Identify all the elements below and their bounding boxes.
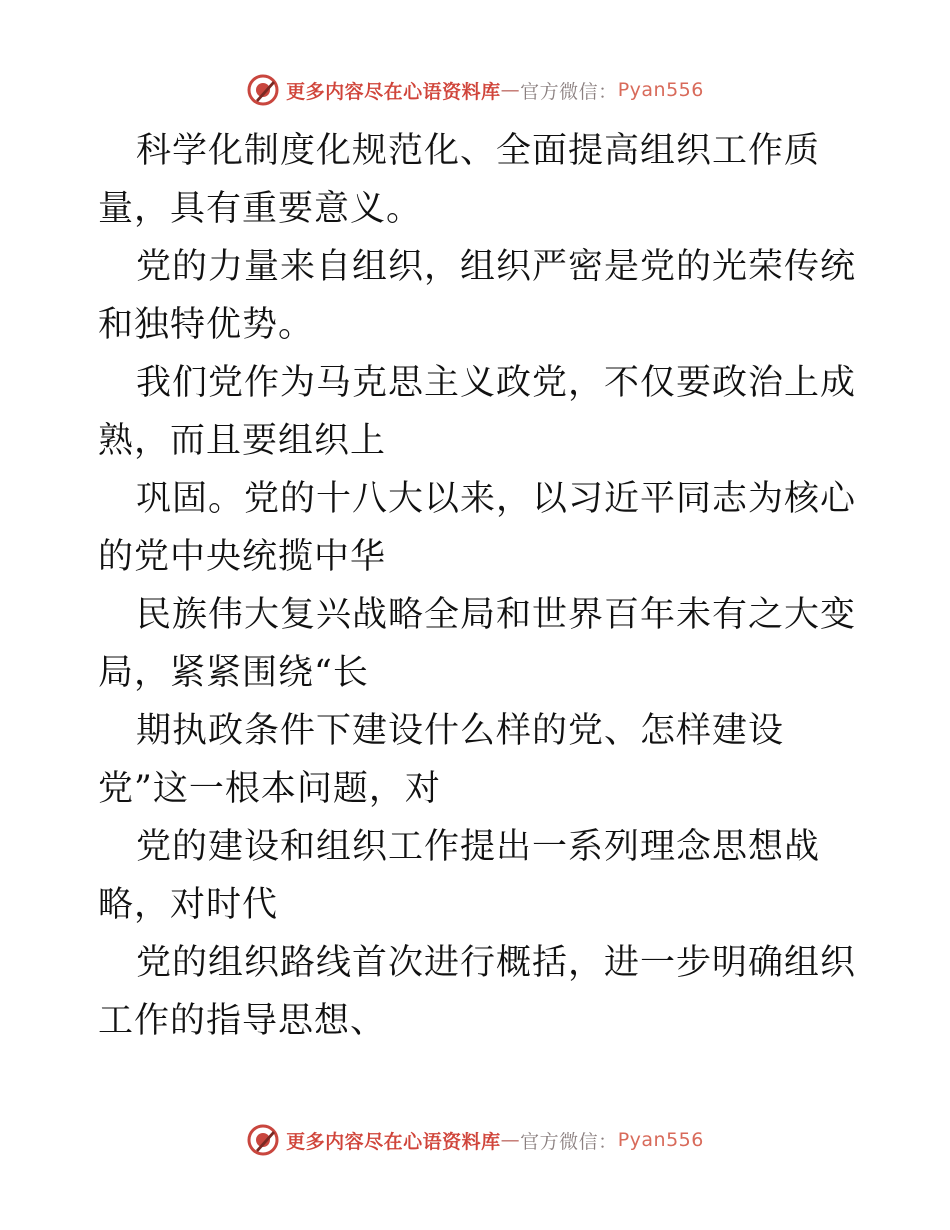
- banner-official-label: 官方微信：: [520, 1130, 618, 1153]
- paragraph-4: 巩固。党的十八大以来，以习近平同志为核心的党中央统揽中华: [98, 479, 857, 577]
- banner-wechat-id: Pyan556: [617, 1129, 704, 1151]
- paragraph-8: 党的组织路线首次进行概括，进一步明确组织工作的指导思想、: [98, 943, 857, 1041]
- paragraph-7: 党的建设和组织工作提出一系列理念思想战略，对时代: [98, 827, 821, 925]
- banner-dash: —: [500, 1129, 521, 1151]
- paragraph-2: 党的力量来自组织，组织严密是党的光荣传统和独特优势。: [98, 247, 857, 345]
- banner-brand: 更多内容尽在心语资料库: [286, 1130, 501, 1153]
- banner-dash: —: [500, 79, 521, 101]
- paragraph-6: 期执政条件下建设什么样的党、怎样建设党”这一根本问题，对: [98, 711, 785, 809]
- banner-brand: 更多内容尽在心语资料库: [286, 80, 501, 103]
- banner-official-label: 官方微信：: [520, 80, 618, 103]
- banner-wechat-id: Pyan556: [617, 79, 704, 101]
- document-body: [98, 122, 858, 1050]
- footer-banner: [0, 1120, 950, 1160]
- header-banner: [0, 70, 950, 110]
- pen-circle-logo-icon: [246, 1123, 280, 1157]
- pen-circle-logo-icon: [246, 73, 280, 107]
- paragraph-5: 民族伟大复兴战略全局和世界百年未有之大变局，紧紧围绕“长: [98, 595, 857, 693]
- paragraph-1: 科学化制度化规范化、全面提高组织工作质量，具有重要意义。: [98, 131, 821, 229]
- paragraph-3: 我们党作为马克思主义政党，不仅要政治上成熟，而且要组织上: [98, 363, 857, 461]
